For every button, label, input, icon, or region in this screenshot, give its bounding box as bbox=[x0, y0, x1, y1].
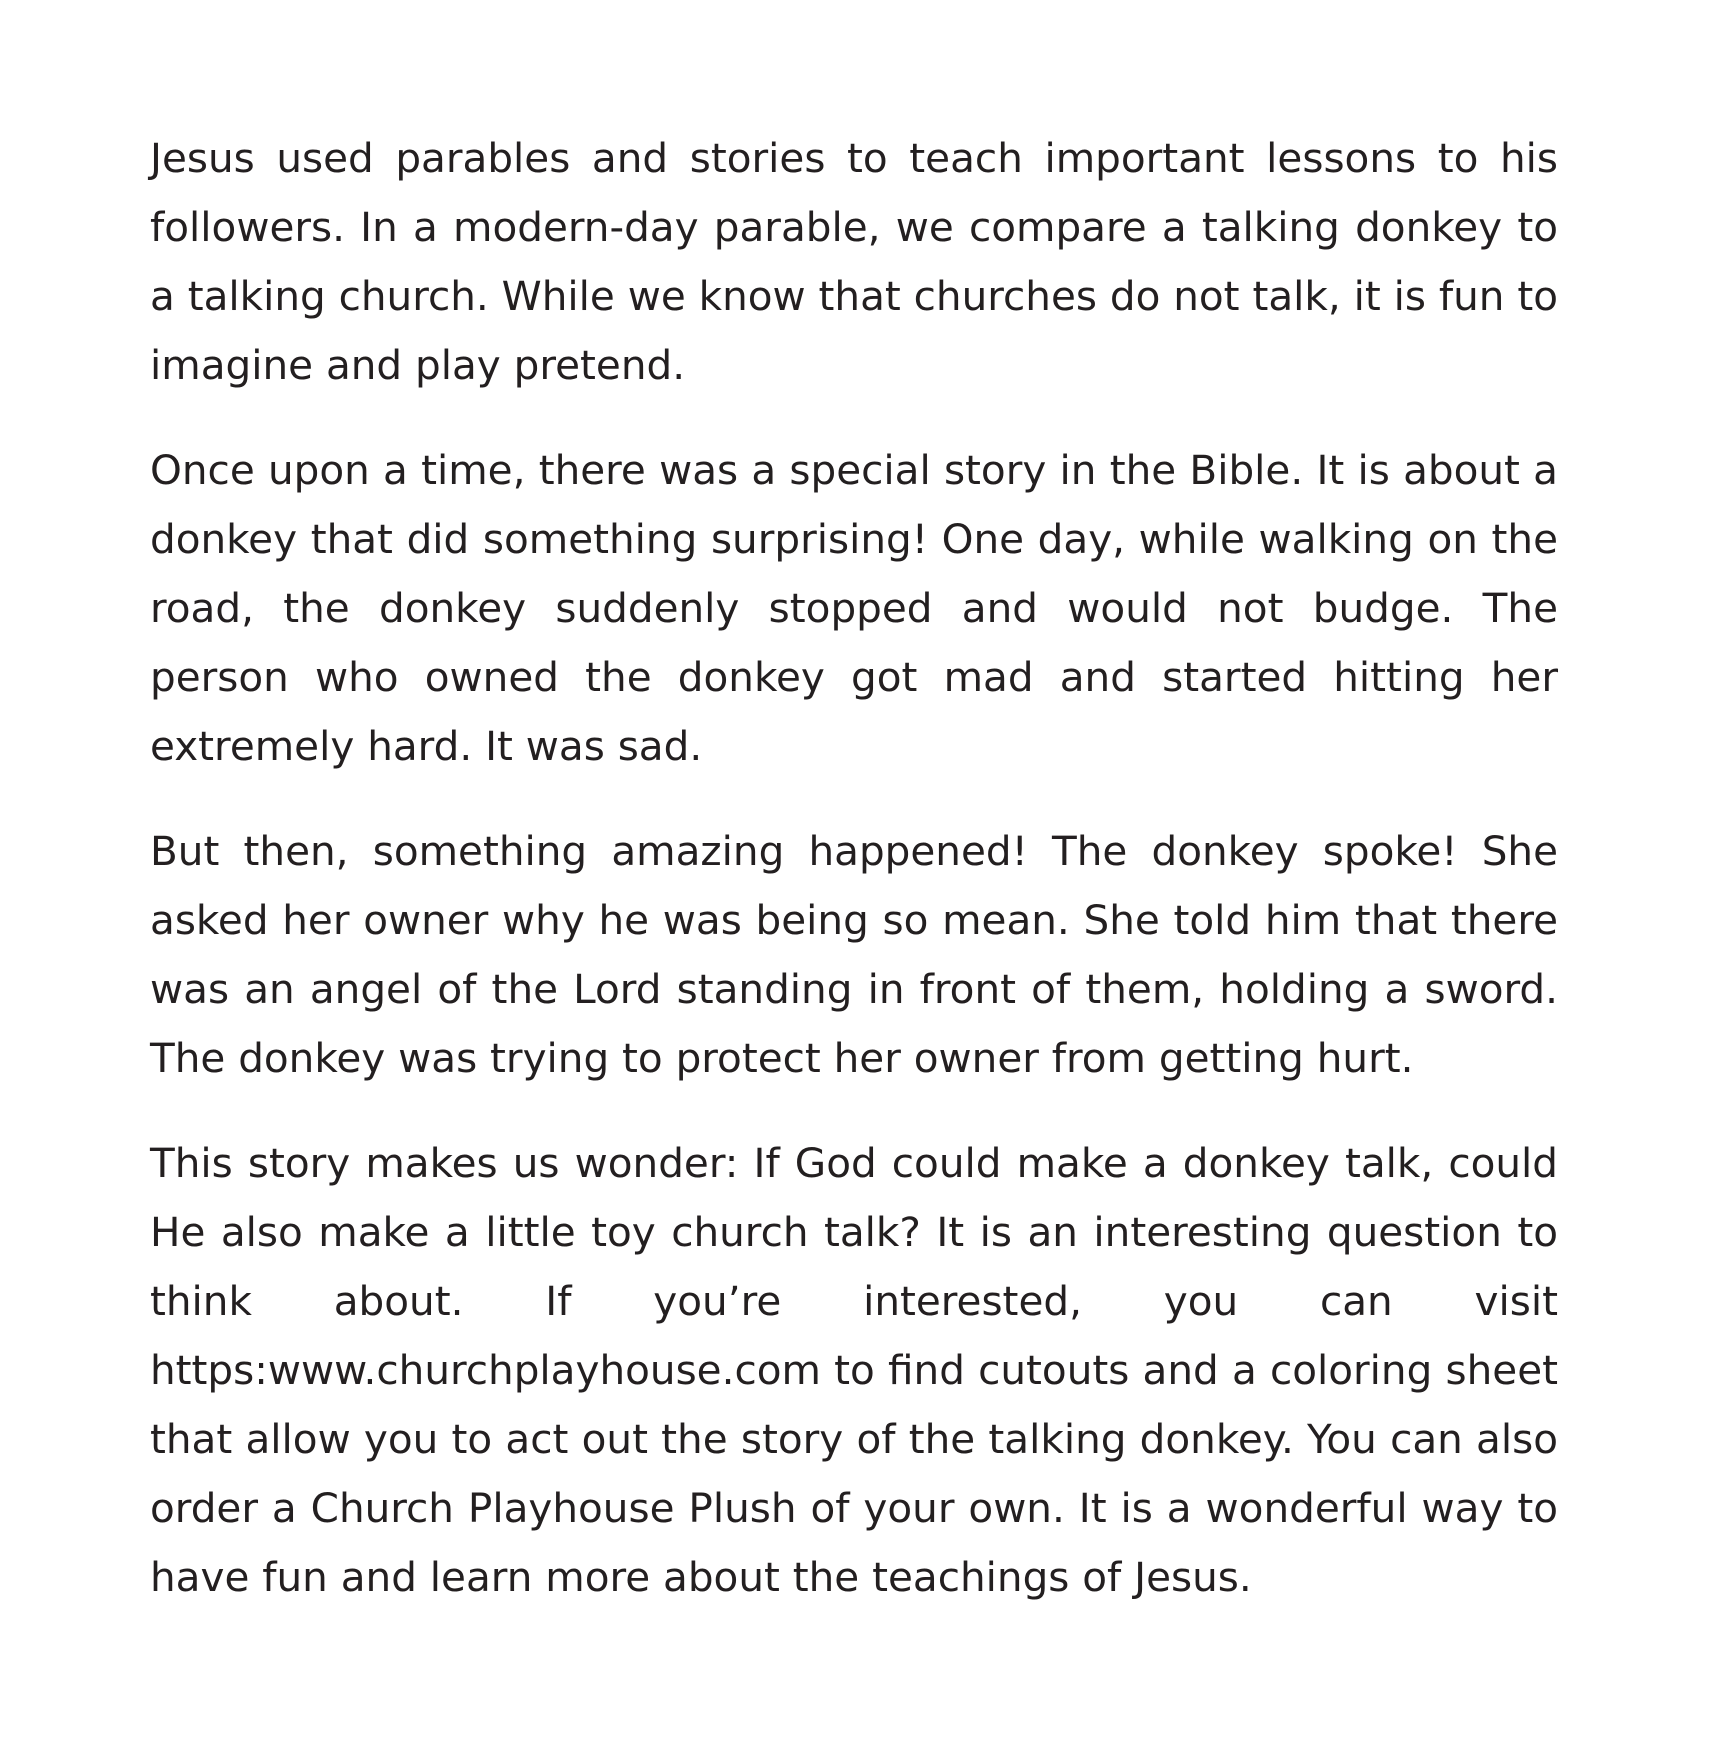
paragraph-donkey-speaks: But then, something amazing happened! The donkey spoke! She asked her owner why he was being so mean. She told him that there was an angel of the Lord standing in front of them, holding a sword. The donkey was trying to protect her owner from getting hurt. bbox=[150, 827, 1558, 1082]
paragraph-conclusion: This story makes us wonder: If God could make a donkey talk, could He also make a little toy church talk? It is an interesting question to think about. If you’re interested, you can visit https:www.churchplayhouse.com to find cutouts and a coloring sheet that allow you to act out the story of the talking donkey. You can also order a Church Playhouse Plush of your own. It is a wonderful way to have fun and learn more about the teachings of Jesus. bbox=[150, 1139, 1558, 1601]
body-text bbox=[150, 124, 1558, 1612]
paragraph-story-beginning: Once upon a time, there was a special story in the Bible. It is about a donkey that did something surprising! One day, while walking on the road, the donkey suddenly stopped and would not budge. The person who owned the donkey got mad and started hitting her extremely hard. It was sad. bbox=[150, 446, 1558, 770]
paragraph-intro: Jesus used parables and stories to teach important lessons to his followers. In a modern-day parable, we compare a talking donkey to a talking church. While we know that churches do not talk, it is fun to imagine and play pretend. bbox=[150, 134, 1558, 389]
